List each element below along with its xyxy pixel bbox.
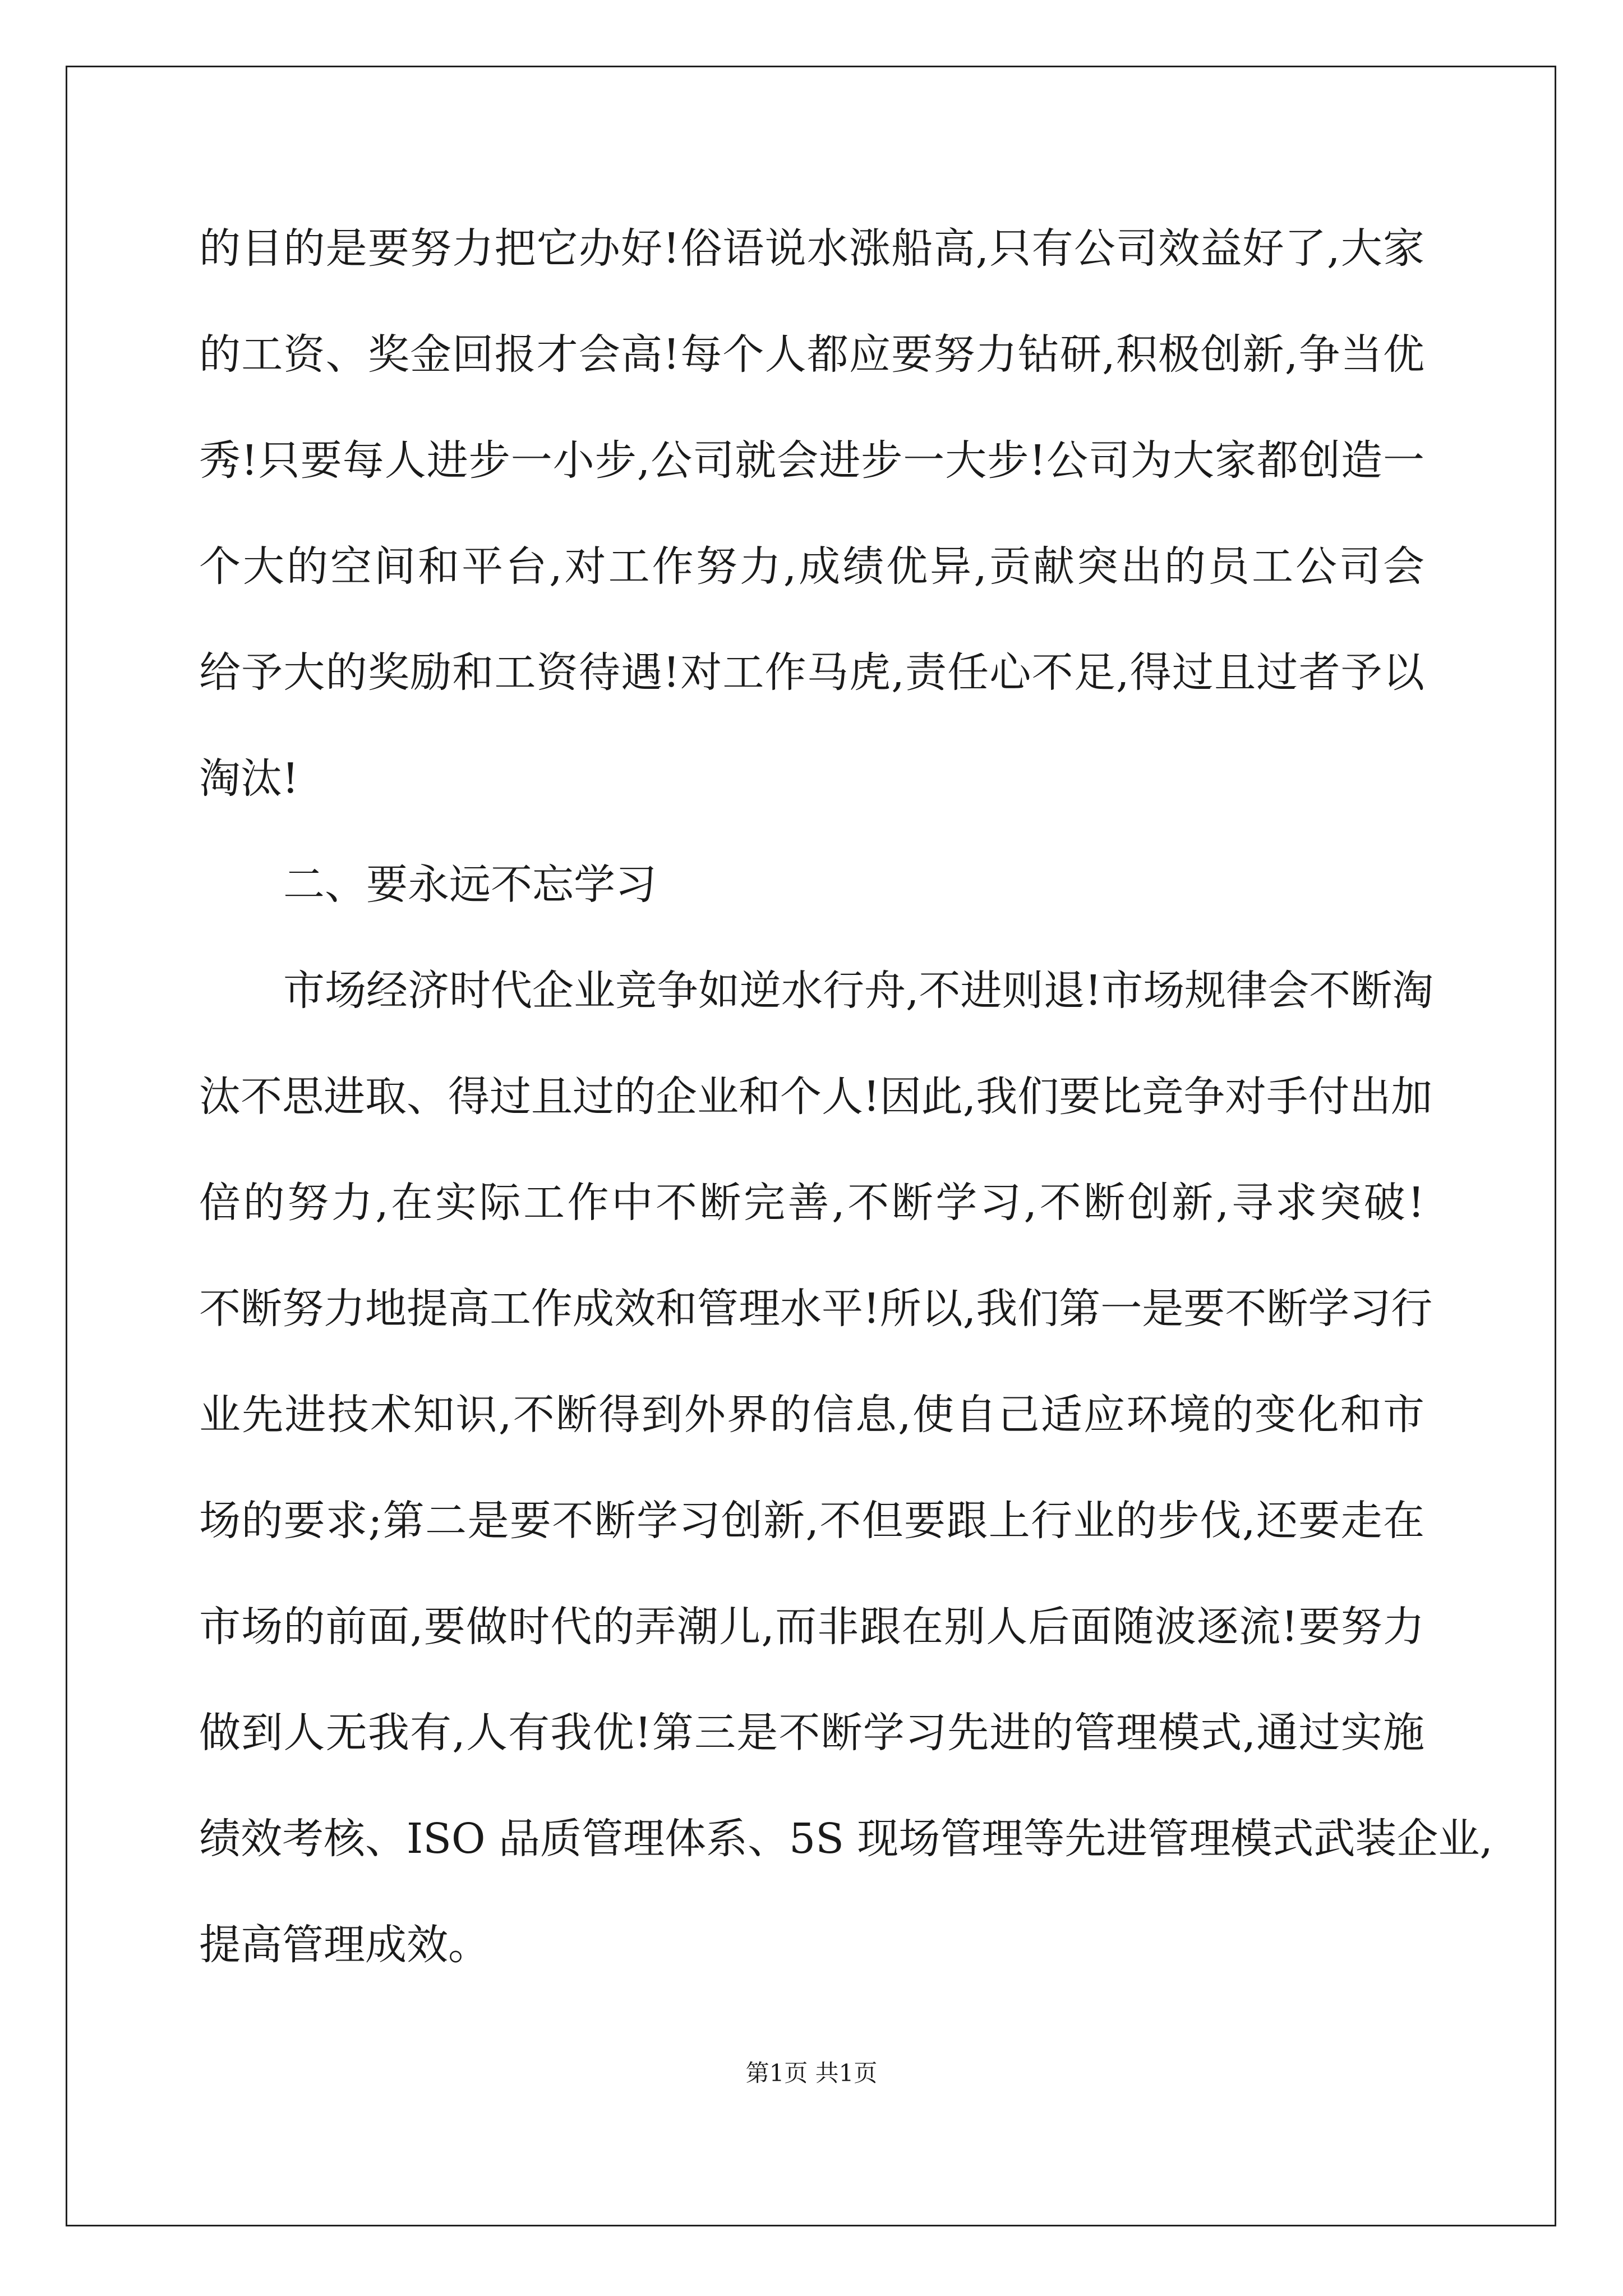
section-heading: 二、要永远不忘学习 bbox=[283, 861, 657, 909]
body-line: 不断努力地提高工作成效和管理水平!所以,我们第一是要不断学习行 bbox=[199, 1285, 1433, 1333]
body-line: 的目的是要努力把它办好!俗语说水涨船高,只有公司效益好了,大家 bbox=[199, 224, 1424, 273]
body-line: 的工资、奖金回报才会高!每个人都应要努力钻研,积极创新,争当优 bbox=[199, 330, 1424, 379]
body-line: 做到人无我有,人有我优!第三是不断学习先进的管理模式,通过实施 bbox=[199, 1709, 1424, 1757]
body-line-last: 提高管理成效。 bbox=[199, 1921, 490, 1969]
body-line: 绩效考核、ISO 品质管理体系、5S 现场管理等先进管理模式武装企业, bbox=[199, 1815, 1493, 1863]
body-line: 市场的前面,要做时代的弄潮儿,而非跟在别人后面随波逐流!要努力 bbox=[199, 1603, 1424, 1651]
body-line: 场的要求;第二是要不断学习创新,不但要跟上行业的步伐,还要走在 bbox=[199, 1497, 1424, 1545]
body-line-last: 淘汰! bbox=[199, 754, 299, 803]
page-border bbox=[66, 66, 1556, 2226]
body-line: 给予大的奖励和工资待遇!对工作马虎,责任心不足,得过且过者予以 bbox=[199, 648, 1424, 697]
body-line: 个大的空间和平台,对工作努力,成绩优异,贡献突出的员工公司会 bbox=[199, 542, 1424, 591]
page-number: 第1页 共1页 bbox=[745, 2059, 878, 2087]
body-line: 汰不思进取、得过且过的企业和个人!因此,我们要比竞争对手付出加 bbox=[199, 1073, 1433, 1121]
body-line: 市场经济时代企业竞争如逆水行舟,不进则退!市场规律会不断淘 bbox=[283, 967, 1434, 1015]
body-line: 业先进技术知识,不断得到外界的信息,使自己适应环境的变化和市 bbox=[199, 1391, 1424, 1439]
body-line: 秀!只要每人进步一小步,公司就会进步一大步!公司为大家都创造一 bbox=[199, 436, 1424, 485]
body-line: 倍的努力,在实际工作中不断完善,不断学习,不断创新,寻求突破! bbox=[199, 1179, 1424, 1227]
